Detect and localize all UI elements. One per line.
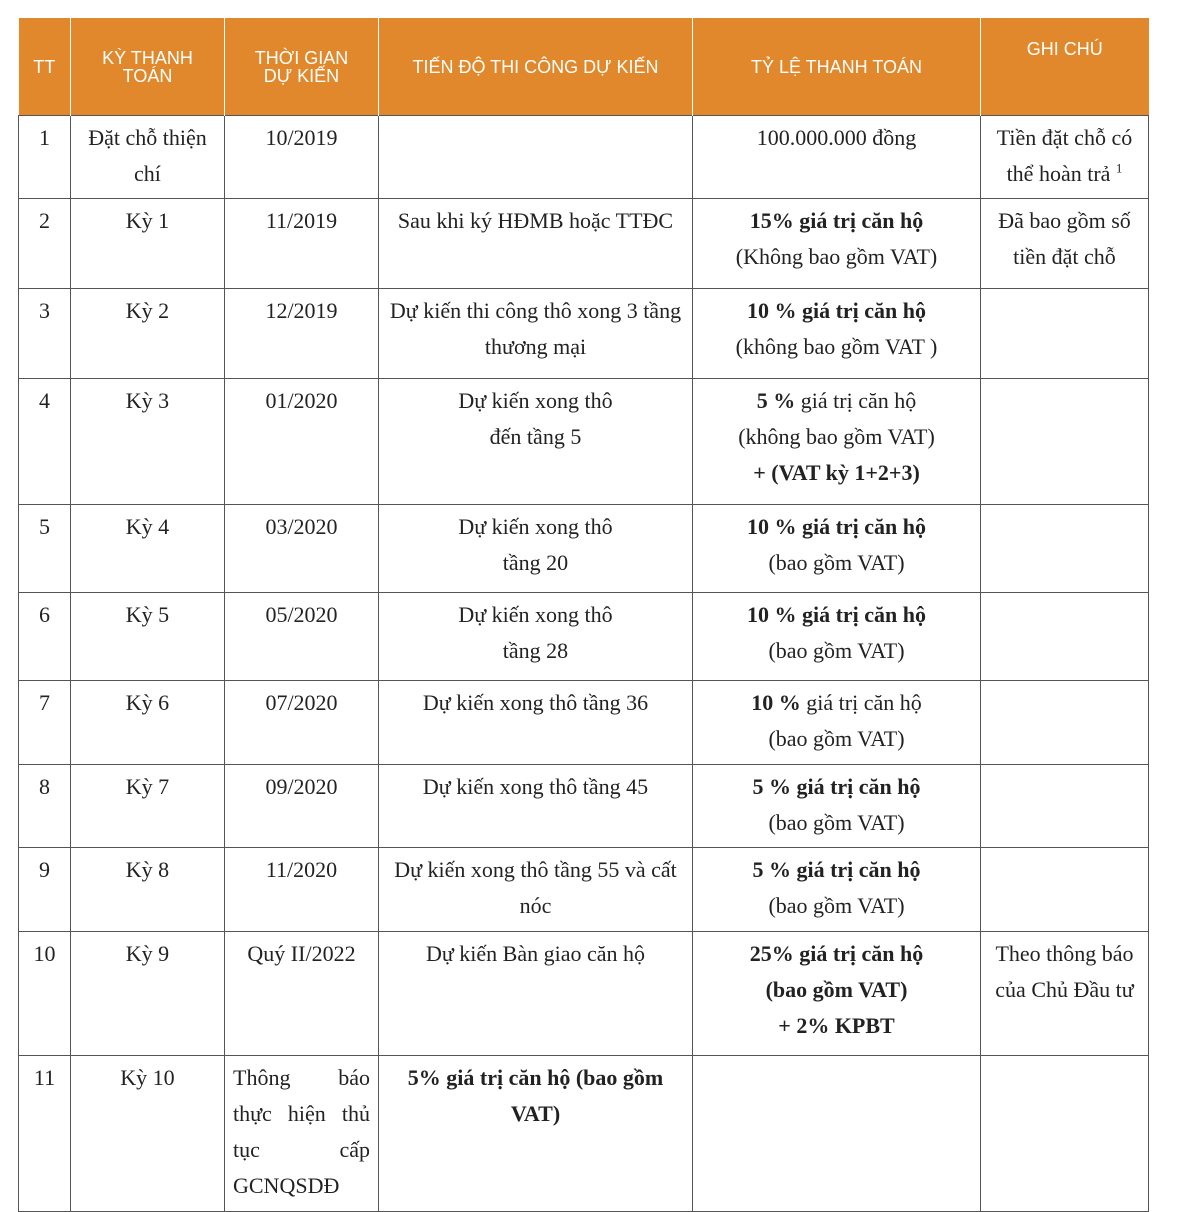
cell-rate: 15% giá trị căn hộ (Không bao gồm VAT) — [693, 199, 981, 289]
cell-period: Kỳ 7 — [71, 765, 225, 848]
cell-note — [981, 681, 1149, 765]
cell-period: Kỳ 5 — [71, 593, 225, 681]
cell-progress: Dự kiến thi công thô xong 3 tầng thương mại — [379, 289, 693, 379]
cell-time: 01/2020 — [225, 379, 379, 505]
cell-tt: 9 — [19, 848, 71, 932]
cell-period: Kỳ 2 — [71, 289, 225, 379]
cell-note — [981, 1056, 1149, 1212]
cell-time: 09/2020 — [225, 765, 379, 848]
cell-tt: 11 — [19, 1056, 71, 1212]
cell-period: Kỳ 9 — [71, 932, 225, 1056]
table-row — [19, 1056, 1149, 1212]
cell-progress: Dự kiến xong thô đến tầng 5 — [379, 379, 693, 505]
cell-time: 03/2020 — [225, 505, 379, 593]
cell-time: Thông báo thực hiện thủ tục cấp GCNQSDĐ — [225, 1056, 379, 1212]
table-row — [19, 505, 1149, 593]
cell-period: Kỳ 4 — [71, 505, 225, 593]
footnote-marker: 1 — [1115, 160, 1123, 176]
cell-rate: 5 % giá trị căn hộ (bao gồm VAT) — [693, 765, 981, 848]
cell-progress: Dự kiến xong thô tầng 36 — [379, 681, 693, 765]
cell-note — [981, 379, 1149, 505]
cell-progress — [379, 116, 693, 199]
cell-progress: Dự kiến xong thô tầng 20 — [379, 505, 693, 593]
table-row — [19, 681, 1149, 765]
cell-time: 11/2019 — [225, 199, 379, 289]
cell-rate: 5 % giá trị căn hộ (không bao gồm VAT) + (VAT kỳ 1+2+3) — [693, 379, 981, 505]
cell-tt: 6 — [19, 593, 71, 681]
cell-tt: 4 — [19, 379, 71, 505]
cell-tt: 10 — [19, 932, 71, 1056]
cell-period: Kỳ 10 — [71, 1056, 225, 1212]
header-rate: TỶ LỆ THANH TOÁN — [693, 18, 981, 116]
cell-period: Kỳ 6 — [71, 681, 225, 765]
table-header-row — [19, 18, 1149, 116]
cell-period: Kỳ 8 — [71, 848, 225, 932]
cell-tt: 1 — [19, 116, 71, 199]
cell-time: Quý II/2022 — [225, 932, 379, 1056]
header-period: KỲ THANH TOÁN — [71, 18, 225, 116]
cell-period: Kỳ 1 — [71, 199, 225, 289]
cell-time: 07/2020 — [225, 681, 379, 765]
cell-progress: 5% giá trị căn hộ (bao gồm VAT) — [379, 1056, 693, 1212]
table-row — [19, 932, 1149, 1056]
cell-tt: 3 — [19, 289, 71, 379]
table-row — [19, 379, 1149, 505]
table-row — [19, 199, 1149, 289]
cell-rate: 10 % giá trị căn hộ (bao gồm VAT) — [693, 681, 981, 765]
cell-rate: 5 % giá trị căn hộ (bao gồm VAT) — [693, 848, 981, 932]
table-row — [19, 848, 1149, 932]
cell-tt: 8 — [19, 765, 71, 848]
header-progress: TIẾN ĐỘ THI CÔNG DỰ KIẾN — [379, 18, 693, 116]
header-tt: TT — [19, 18, 71, 116]
cell-note: Đã bao gồm số tiền đặt chỗ — [981, 199, 1149, 289]
cell-note — [981, 593, 1149, 681]
cell-note — [981, 289, 1149, 379]
table-row — [19, 116, 1149, 199]
cell-rate: 10 % giá trị căn hộ (bao gồm VAT) — [693, 505, 981, 593]
cell-time: 05/2020 — [225, 593, 379, 681]
cell-time: 11/2020 — [225, 848, 379, 932]
cell-progress: Dự kiến Bàn giao căn hộ — [379, 932, 693, 1056]
cell-note — [981, 848, 1149, 932]
cell-rate: 10 % giá trị căn hộ (không bao gồm VAT ) — [693, 289, 981, 379]
header-note: GHI CHÚ — [981, 18, 1149, 116]
cell-time: 10/2019 — [225, 116, 379, 199]
table-row — [19, 765, 1149, 848]
table-row — [19, 289, 1149, 379]
cell-rate: 10 % giá trị căn hộ (bao gồm VAT) — [693, 593, 981, 681]
cell-note: Theo thông báo của Chủ Đầu tư — [981, 932, 1149, 1056]
cell-note — [981, 765, 1149, 848]
payment-schedule — [18, 18, 1148, 1212]
cell-progress: Dự kiến xong thô tầng 55 và cất nóc — [379, 848, 693, 932]
cell-period: Đặt chỗ thiện chí — [71, 116, 225, 199]
cell-progress: Dự kiến xong thô tầng 45 — [379, 765, 693, 848]
cell-time: 12/2019 — [225, 289, 379, 379]
cell-period: Kỳ 3 — [71, 379, 225, 505]
cell-tt: 7 — [19, 681, 71, 765]
cell-note: Tiền đặt chỗ có thể hoàn trả $^1$ — [981, 116, 1149, 199]
cell-tt: 2 — [19, 199, 71, 289]
cell-progress: Dự kiến xong thô tầng 28 — [379, 593, 693, 681]
cell-note — [981, 505, 1149, 593]
cell-rate: 100.000.000 đồng — [693, 116, 981, 199]
table-row — [19, 593, 1149, 681]
header-time: THỜI GIAN DỰ KIẾN — [225, 18, 379, 116]
cell-rate — [693, 1056, 981, 1212]
cell-tt: 5 — [19, 505, 71, 593]
payment-schedule-table — [18, 18, 1149, 1212]
cell-progress: Sau khi ký HĐMB hoặc TTĐC — [379, 199, 693, 289]
cell-rate: 25% giá trị căn hộ (bao gồm VAT) + 2% KPBT — [693, 932, 981, 1056]
